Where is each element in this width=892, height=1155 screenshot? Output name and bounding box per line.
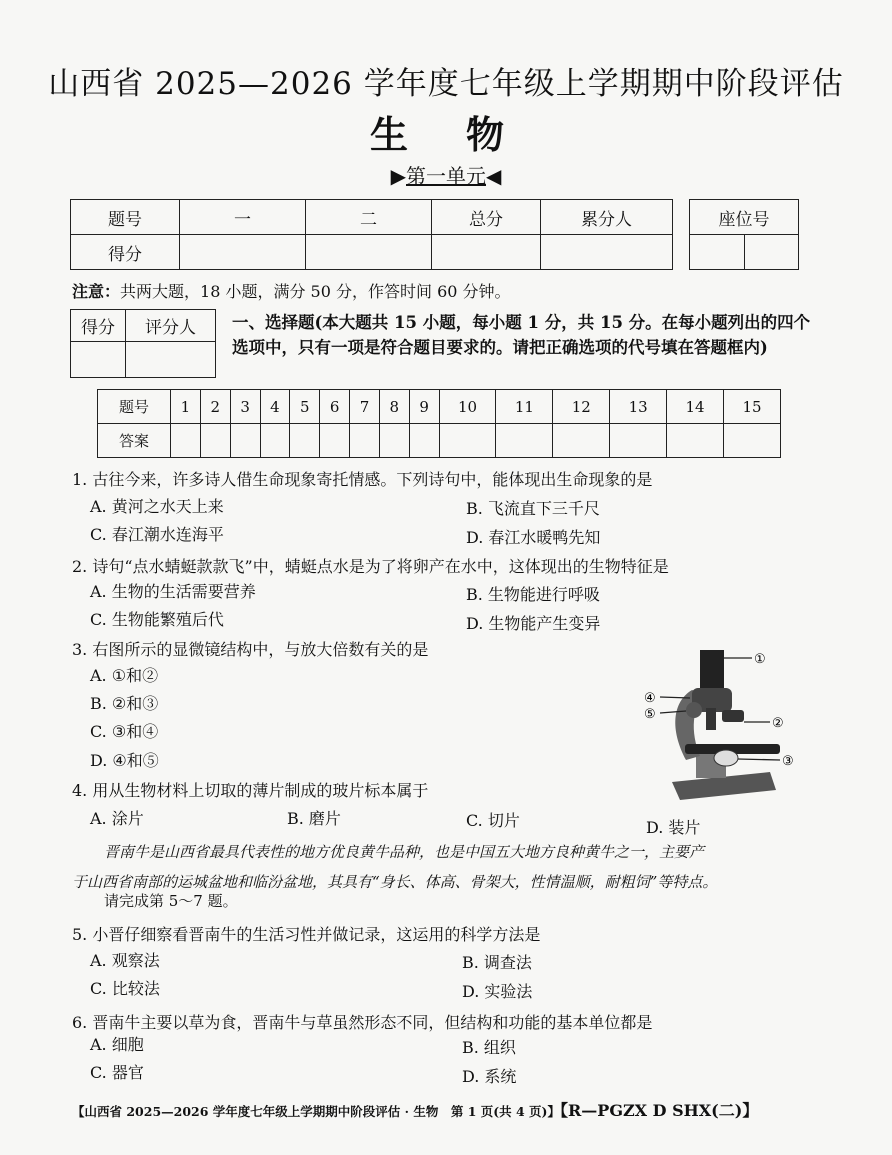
option[interactable]: A. 生物的生活需要营养 (90, 582, 256, 601)
option[interactable]: D. 生物能产生变异 (466, 614, 601, 633)
answer-header-label: 题号 (98, 390, 171, 424)
passage-line: 于山西省南部的运城盆地和临汾盆地，其具有“身长、体高、骨架大，性情温顺，耐粗饲”等特点。 (72, 873, 718, 891)
unit-label (0, 160, 892, 189)
option[interactable]: B. 飞流直下三千尺 (466, 499, 600, 518)
notice-label: 注意： (72, 282, 121, 301)
option[interactable]: B. 调查法 (462, 953, 532, 972)
seat-label: 座位号 (690, 200, 799, 235)
answer-number-cell: 13 (610, 390, 667, 424)
label-2: ② (772, 716, 784, 731)
grader-score-label: 得分 (71, 310, 126, 342)
score-cell[interactable] (306, 235, 432, 270)
option[interactable]: D. 实验法 (462, 982, 533, 1001)
score-header-cell: 总分 (432, 200, 541, 235)
question-stem: 5. 小晋仔细察看晋南牛的生活习性并做记录，这运用的科学方法是 (72, 925, 541, 944)
score-header-cell: 一 (180, 200, 306, 235)
grader-table (70, 309, 216, 378)
answer-number-cell: 10 (439, 390, 496, 424)
option[interactable]: A. 细胞 (90, 1035, 144, 1054)
triangle-right-icon: ▶ (390, 164, 406, 188)
answer-number-cell: 11 (496, 390, 553, 424)
option[interactable]: B. 磨片 (287, 809, 341, 828)
score-cell[interactable] (180, 235, 306, 270)
seat-cell[interactable] (690, 235, 745, 270)
answer-number-cell: 6 (320, 390, 350, 424)
option[interactable]: C. 比较法 (90, 979, 160, 998)
score-table (70, 199, 673, 270)
answer-number-cell: 5 (290, 390, 320, 424)
score-row-label: 得分 (71, 235, 180, 270)
label-5: ⑤ (644, 707, 656, 722)
seat-cell[interactable] (744, 235, 799, 270)
option[interactable]: D. ④和⑤ (90, 751, 159, 770)
grader-label: 评分人 (126, 310, 216, 342)
score-header-cell: 累分人 (541, 200, 673, 235)
answer-table (97, 389, 781, 458)
question-stem: 6. 晋南牛主要以草为食，晋南牛与草虽然形态不同，但结构和功能的基本单位都是 (72, 1013, 653, 1032)
microscope-figure (630, 640, 810, 805)
footer-info: 【山西省 2025—2026 学年度七年级上学期期中阶段评估 · 生物 第 1 页(共 4 页)】 (72, 1104, 560, 1119)
footer (72, 1098, 758, 1121)
question-stem: 4. 用从生物材料上切取的薄片制成的玻片标本属于 (72, 781, 429, 800)
answer-cell[interactable] (667, 424, 724, 458)
answer-cell[interactable] (553, 424, 610, 458)
option[interactable]: D. 系统 (462, 1067, 517, 1086)
label-3: ③ (782, 754, 794, 769)
answer-cell[interactable] (409, 424, 439, 458)
notice (72, 279, 511, 302)
answer-number-cell: 8 (379, 390, 409, 424)
exam-title: 山西省 2025—2026 学年度七年级上学期期中阶段评估 (48, 66, 844, 102)
label-1: ① (754, 652, 766, 667)
passage-instruction: 请完成第 5～7 题。 (104, 892, 238, 910)
option[interactable]: A. ①和② (90, 666, 159, 685)
unit-text: 第一单元 (406, 164, 486, 188)
grader-cell[interactable] (71, 342, 126, 378)
option[interactable]: C. ③和④ (90, 722, 159, 741)
answer-cell[interactable] (230, 424, 260, 458)
subject-title: 生物 (369, 112, 562, 157)
question-stem: 1. 古往今来，许多诗人借生命现象寄托情感。下列诗句中，能体现出生命现象的是 (72, 470, 653, 489)
answer-cell[interactable] (200, 424, 230, 458)
answer-cell[interactable] (379, 424, 409, 458)
answer-cell[interactable] (320, 424, 350, 458)
answer-cell[interactable] (260, 424, 290, 458)
option[interactable]: A. 观察法 (90, 951, 160, 970)
answer-number-cell: 15 (723, 390, 780, 424)
answer-cell[interactable] (723, 424, 780, 458)
option[interactable]: C. 切片 (466, 811, 520, 830)
answer-number-cell: 2 (200, 390, 230, 424)
answer-cell[interactable] (171, 424, 201, 458)
answer-cell[interactable] (496, 424, 553, 458)
option[interactable]: C. 春江潮水连海平 (90, 525, 224, 544)
score-cell[interactable] (541, 235, 673, 270)
question-stem: 3. 右图所示的显微镜结构中，与放大倍数有关的是 (72, 640, 429, 659)
score-header-cell: 二 (306, 200, 432, 235)
option[interactable]: B. 生物能进行呼吸 (466, 585, 600, 604)
answer-number-cell: 9 (409, 390, 439, 424)
section-one-instructions: 一、选择题(本大题共 15 小题，每小题 1 分，共 15 分。在每小题列出的四个选项中，只有一项是符合题目要求的。请把正确选项的代号填在答题框内) (232, 313, 811, 357)
option[interactable]: A. 黄河之水天上来 (90, 497, 224, 516)
label-4: ④ (644, 691, 656, 706)
answer-number-cell: 12 (553, 390, 610, 424)
triangle-left-icon: ◀ (486, 164, 502, 188)
answer-number-cell: 4 (260, 390, 290, 424)
answer-cell[interactable] (439, 424, 496, 458)
answer-number-cell: 3 (230, 390, 260, 424)
question-stem: 2. 诗句“点水蜻蜓款款飞”中，蜻蜓点水是为了将卵产在水中，这体现出的生物特征是 (72, 557, 669, 576)
option[interactable]: A. 涂片 (90, 809, 144, 828)
option[interactable]: B. ②和③ (90, 694, 159, 713)
seat-table (689, 199, 799, 270)
option[interactable]: D. 春江水暖鸭先知 (466, 528, 601, 547)
score-cell[interactable] (432, 235, 541, 270)
answer-number-cell: 7 (350, 390, 380, 424)
option[interactable]: D. 装片 (646, 818, 701, 837)
passage-line: 晋南牛是山西省最具代表性的地方优良黄牛品种，也是中国五大地方良种黄牛之一，主要产 (104, 843, 705, 861)
answer-number-cell: 14 (667, 390, 724, 424)
answer-cell[interactable] (610, 424, 667, 458)
option[interactable]: B. 组织 (462, 1038, 516, 1057)
notice-text: 共两大题，18 小题，满分 50 分，作答时间 60 分钟。 (120, 282, 511, 301)
answer-row-label: 答案 (98, 424, 171, 458)
option[interactable]: C. 生物能繁殖后代 (90, 610, 224, 629)
grader-cell[interactable] (126, 342, 216, 378)
answer-number-cell: 1 (171, 390, 201, 424)
footer-code: 【R—PGZX D SHX(二)】 (559, 1101, 759, 1120)
answer-cell[interactable] (290, 424, 320, 458)
score-header-cell: 题号 (71, 200, 180, 235)
option[interactable]: C. 器官 (90, 1063, 144, 1082)
answer-cell[interactable] (350, 424, 380, 458)
